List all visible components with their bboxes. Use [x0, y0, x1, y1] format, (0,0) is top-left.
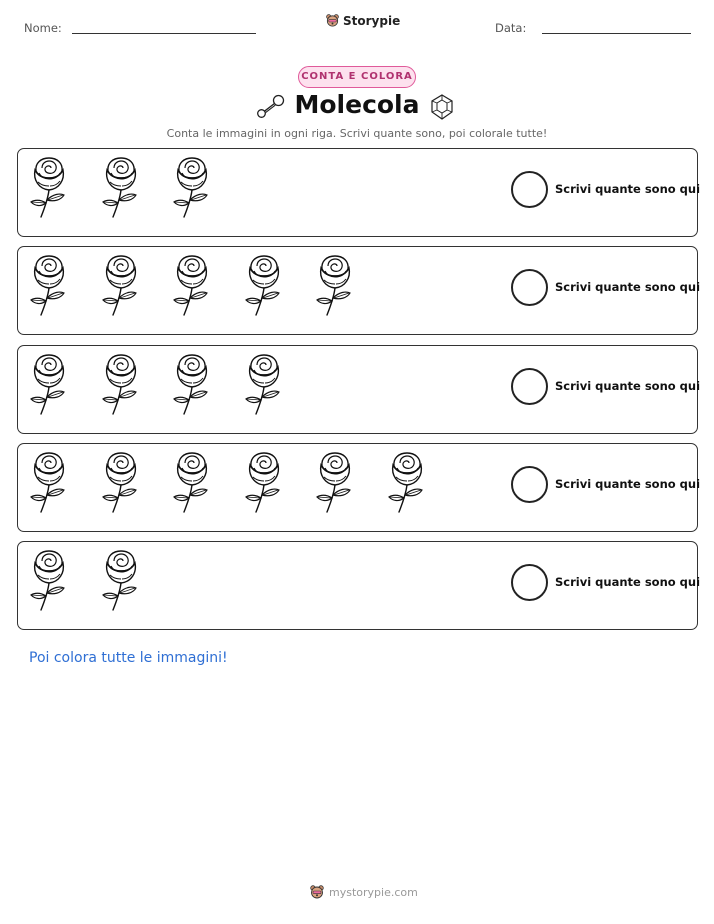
- rose-icon[interactable]: [30, 550, 68, 612]
- name-field-line[interactable]: [72, 33, 256, 34]
- brand-name: Storypie: [343, 13, 401, 28]
- rose-icon[interactable]: [173, 157, 211, 219]
- count-row: [17, 148, 701, 237]
- bear-mascot-icon: [309, 884, 325, 900]
- date-field-line[interactable]: [542, 33, 691, 34]
- rose-icon[interactable]: [316, 452, 354, 514]
- answer-label: Scrivi quante sono qui: [555, 476, 701, 491]
- footer: [309, 884, 418, 900]
- rose-icon[interactable]: [316, 255, 354, 317]
- rose-icon[interactable]: [245, 255, 283, 317]
- rose-icon[interactable]: [102, 550, 140, 612]
- answer-label: Scrivi quante sono qui: [555, 575, 701, 589]
- rose-icon[interactable]: [388, 452, 426, 514]
- rose-icon[interactable]: [102, 354, 140, 416]
- count-row: [17, 345, 701, 434]
- answer-circle[interactable]: [511, 269, 548, 306]
- date-label: Data:: [495, 21, 527, 35]
- worksheet-title: Molecola: [294, 90, 420, 119]
- crystal-icon: [429, 93, 455, 121]
- answer-label: Scrivi quante sono qui: [555, 280, 701, 295]
- footer-instruction: Poi colora tutte le immagini!: [29, 650, 228, 666]
- name-label: Nome:: [24, 21, 62, 35]
- count-row: [17, 541, 701, 630]
- count-row: [17, 443, 701, 532]
- bear-mascot-icon: [325, 13, 340, 28]
- rose-icon[interactable]: [173, 255, 211, 317]
- rose-icon[interactable]: [245, 452, 283, 514]
- rose-icon[interactable]: [30, 255, 68, 317]
- rose-icon[interactable]: [173, 452, 211, 514]
- answer-circle[interactable]: [511, 171, 548, 208]
- rose-icon[interactable]: [102, 157, 140, 219]
- rose-icon[interactable]: [173, 354, 211, 416]
- rose-icon[interactable]: [30, 157, 68, 219]
- answer-circle[interactable]: [511, 368, 548, 405]
- rose-icon[interactable]: [102, 452, 140, 514]
- footer-site: mystorypie.com: [329, 885, 418, 899]
- answer-label: Scrivi quante sono qui: [555, 378, 701, 393]
- rose-icon[interactable]: [245, 354, 283, 416]
- rose-icon[interactable]: [102, 255, 140, 317]
- answer-circle[interactable]: [511, 564, 548, 601]
- answer-label: Scrivi quante sono qui: [555, 182, 701, 196]
- brand-logo: [325, 13, 400, 28]
- answer-circle[interactable]: [511, 466, 548, 503]
- rose-icon[interactable]: [30, 452, 68, 514]
- worksheet-header: [0, 0, 714, 50]
- count-row: [17, 246, 701, 335]
- activity-badge: CONTA E COLORA: [298, 66, 416, 88]
- rose-icon[interactable]: [30, 354, 68, 416]
- instructions-text: Conta le immagini in ogni riga. Scrivi quante sono, poi colorale tutte!: [166, 127, 548, 140]
